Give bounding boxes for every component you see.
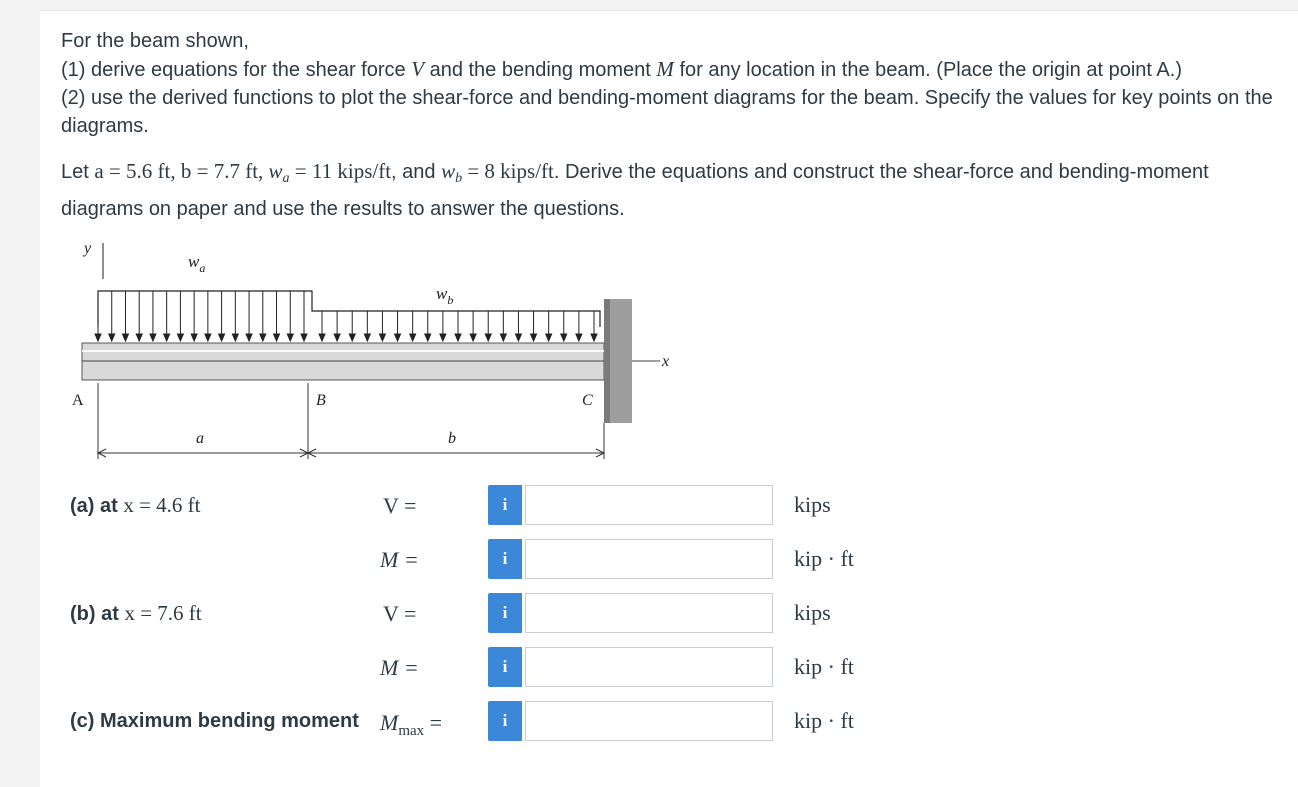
- load-arrowhead: [470, 334, 476, 341]
- moment-symbol-a: M =: [380, 547, 419, 572]
- info-icon[interactable]: i: [488, 701, 522, 741]
- load-arrowhead: [246, 334, 252, 341]
- question-c-label: (c) Maximum bending moment: [70, 710, 359, 732]
- load-arrowhead: [274, 334, 280, 341]
- distributed-load-wa: [95, 252, 312, 341]
- load-arrowhead: [546, 334, 552, 341]
- load-arrowhead: [334, 334, 340, 341]
- y-axis-label: y: [84, 240, 92, 257]
- answer-a-shear-input[interactable]: [525, 485, 773, 525]
- dimension-lines: [98, 383, 604, 459]
- moment-symbol-b: M =: [380, 655, 419, 680]
- step-1: (1) derive equations for the shear force V and the bending moment M for any location in the beam. (Place the origin at point A.): [61, 57, 1182, 81]
- load-arrowhead: [576, 334, 582, 341]
- point-c-label: C: [582, 392, 593, 409]
- point-a-label: A: [72, 392, 84, 409]
- info-icon[interactable]: i: [488, 485, 522, 525]
- load-arrowhead: [561, 334, 567, 341]
- load-arrowhead: [500, 334, 506, 341]
- answer-b-shear-input[interactable]: [525, 593, 773, 633]
- load-arrowhead: [319, 334, 325, 341]
- distributed-load-wb: [312, 284, 600, 341]
- point-b-label: B: [316, 392, 326, 409]
- info-icon[interactable]: i: [488, 539, 522, 579]
- load-arrowhead: [515, 334, 521, 341]
- beam-figure: [60, 233, 710, 473]
- unit-kips: kips: [794, 492, 831, 517]
- load-arrowhead: [410, 334, 416, 341]
- unit-kips: kips: [794, 600, 831, 625]
- load-arrowhead: [150, 334, 156, 341]
- answer-b-moment-input[interactable]: [525, 647, 773, 687]
- given-values: Let a = 5.6 ft, b = 7.7 ft, $w_a = 11$ kips/ft, and $w_b = 8$ kips/ft. Derive the equations and construct the shear-force and bending-moment diagrams on paper and use the results to answer the questions.: [61, 159, 1209, 220]
- x-axis-label: x: [662, 353, 670, 370]
- question-a-label: (a) at x = 4.6 ft: [70, 493, 201, 517]
- load-arrowhead: [485, 334, 491, 341]
- problem-statement: [61, 27, 1276, 140]
- beam: [82, 343, 669, 380]
- load-arrowhead: [364, 334, 370, 341]
- info-icon[interactable]: i: [488, 593, 522, 633]
- load-arrowhead: [440, 334, 446, 341]
- shear-symbol-b: V =: [383, 601, 417, 626]
- answer-c-max-moment-input[interactable]: [525, 701, 773, 741]
- fixed-support: [604, 299, 632, 423]
- load-arrowhead: [379, 334, 385, 341]
- question-card: [40, 10, 1298, 787]
- load-arrowhead: [95, 334, 101, 341]
- max-moment-symbol: $M_{max}$ =: [380, 710, 443, 739]
- load-arrowhead: [287, 334, 293, 341]
- load-arrowhead: [177, 334, 183, 341]
- load-arrowhead: [301, 334, 307, 341]
- load-arrowhead: [260, 334, 266, 341]
- load-arrowhead: [122, 334, 128, 341]
- step-2: (2) use the derived functions to plot the shear-force and bending-moment diagrams for the beam. Specify the values for key points on the diagrams.: [61, 87, 1273, 137]
- dimension-b-label: b: [448, 430, 456, 447]
- intro-line: For the beam shown,: [61, 30, 249, 52]
- load-arrowhead: [395, 334, 401, 341]
- question-b-label: (b) at x = 7.6 ft: [70, 601, 202, 625]
- dimension-a-label: a: [196, 430, 204, 447]
- load-arrowhead: [591, 334, 597, 341]
- load-arrowhead: [205, 334, 211, 341]
- load-arrowhead: [191, 334, 197, 341]
- load-arrowhead: [531, 334, 537, 341]
- load-arrowhead: [219, 334, 225, 341]
- load-arrowhead: [232, 334, 238, 341]
- load-arrowhead: [164, 334, 170, 341]
- unit-kip-ft: kip · ft: [794, 708, 854, 733]
- unit-kip-ft: kip · ft: [794, 546, 854, 571]
- load-arrowhead: [425, 334, 431, 341]
- wa-label: $w_a$: [188, 252, 206, 275]
- unit-kip-ft: kip · ft: [794, 654, 854, 679]
- load-arrowhead: [136, 334, 142, 341]
- load-arrowhead: [109, 334, 115, 341]
- answer-a-moment-input[interactable]: [525, 539, 773, 579]
- load-arrowhead: [349, 334, 355, 341]
- wb-label: $w_b$: [436, 284, 454, 307]
- load-arrowhead: [455, 334, 461, 341]
- shear-symbol-a: V =: [383, 493, 417, 518]
- y-axis: [82, 240, 103, 279]
- info-icon[interactable]: i: [488, 647, 522, 687]
